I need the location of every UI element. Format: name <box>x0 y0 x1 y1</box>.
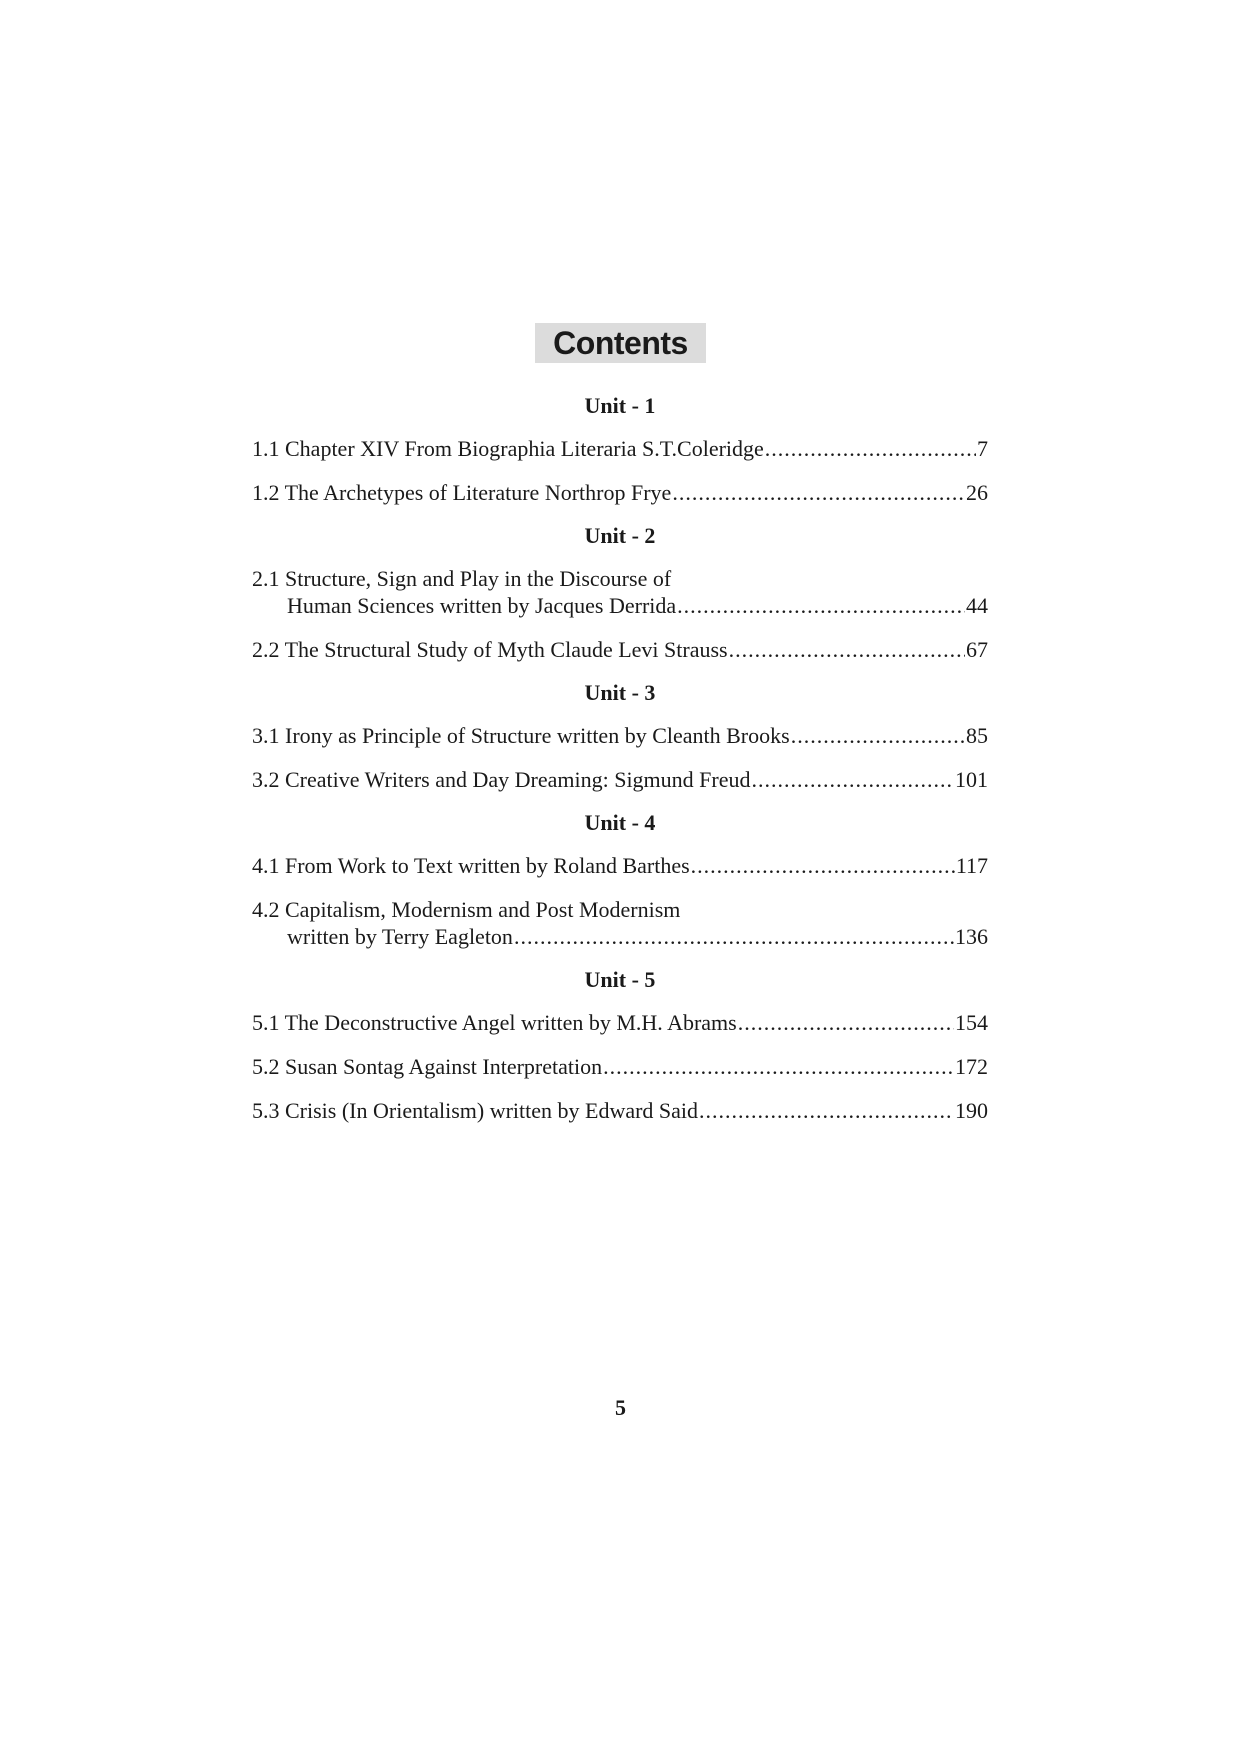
toc-entry-page: 117 <box>955 853 988 878</box>
toc-entry-page: 136 <box>955 924 988 949</box>
toc-entry-page: 44 <box>966 593 988 618</box>
toc-entry <box>252 471 988 515</box>
toc-entry <box>252 714 988 758</box>
toc-entry-page: 172 <box>955 1054 988 1079</box>
toc-entry-title: Human Sciences written by Jacques Derrida <box>287 593 677 618</box>
toc-entry-row <box>252 852 988 879</box>
toc-entry-page: 190 <box>955 1098 988 1123</box>
toc-entry-page: 26 <box>966 480 988 505</box>
toc-entry <box>252 427 988 471</box>
toc-entry <box>252 628 988 672</box>
unit-heading: Unit - 4 <box>584 810 656 835</box>
toc-entry-title: 4.1 From Work to Text written by Roland Barthes <box>252 853 690 878</box>
toc-entry <box>252 1089 988 1133</box>
dot-leader <box>738 1009 954 1036</box>
toc-entry-row <box>252 1009 988 1036</box>
toc-entry-title: 5.3 Crisis (In Orientalism) written by Edward Said <box>252 1098 699 1123</box>
dot-leader <box>729 636 965 663</box>
toc-entry <box>252 888 988 959</box>
toc-entry-row <box>252 766 988 793</box>
toc-entry-title: 5.2 Susan Sontag Against Interpretation <box>252 1054 603 1079</box>
title-container <box>0 323 1241 363</box>
dot-leader <box>791 722 965 749</box>
toc-entry-page: 67 <box>966 637 988 662</box>
toc-entry-row <box>252 923 988 950</box>
table-of-contents <box>252 388 988 1133</box>
page-number: 5 <box>615 1395 626 1420</box>
page-title: Contents <box>535 323 706 363</box>
toc-entry-row <box>252 435 988 462</box>
toc-entry <box>252 557 988 628</box>
toc-entry-title: 1.1 Chapter XIV From Biographia Literaria S.T.Coleridge <box>252 436 764 461</box>
toc-entry-page: 101 <box>955 767 988 792</box>
toc-entry-row <box>252 1053 988 1080</box>
dot-leader <box>691 852 955 879</box>
toc-entry-row <box>252 479 988 506</box>
toc-entry-page: 154 <box>955 1010 988 1035</box>
toc-entry-row <box>252 592 988 619</box>
dot-leader <box>699 1097 954 1124</box>
toc-entry <box>252 844 988 888</box>
toc-entry-title-line: 4.2 Capitalism, Modernism and Post Modernism <box>252 897 681 922</box>
unit-heading: Unit - 2 <box>584 523 656 548</box>
toc-entry-title: 5.1 The Deconstructive Angel written by M.H. Abrams <box>252 1010 737 1035</box>
unit-heading: Unit - 1 <box>584 393 656 418</box>
dot-leader <box>752 766 955 793</box>
toc-entry-title: 1.2 The Archetypes of Literature Northrop Frye <box>252 480 672 505</box>
dot-leader <box>677 592 965 619</box>
dot-leader <box>603 1053 954 1080</box>
toc-entry-title: 2.2 The Structural Study of Myth Claude Levi Strauss <box>252 637 728 662</box>
toc-entry-page: 85 <box>966 723 988 748</box>
unit-heading: Unit - 3 <box>584 680 656 705</box>
toc-entry <box>252 1045 988 1089</box>
toc-entry-title: written by Terry Eagleton <box>287 924 513 949</box>
toc-entry-title-line: 2.1 Structure, Sign and Play in the Discourse of <box>252 566 672 591</box>
toc-entry-title: 3.2 Creative Writers and Day Dreaming: Sigmund Freud <box>252 767 751 792</box>
toc-entry-title: 3.1 Irony as Principle of Structure written by Cleanth Brooks <box>252 723 790 748</box>
unit-heading: Unit - 5 <box>584 967 656 992</box>
toc-entry-row <box>252 636 988 663</box>
dot-leader <box>672 479 965 506</box>
toc-entry <box>252 758 988 802</box>
toc-entry <box>252 1001 988 1045</box>
toc-entry-row <box>252 1097 988 1124</box>
toc-entry-page: 7 <box>977 436 988 461</box>
toc-entry-row <box>252 722 988 749</box>
dot-leader <box>765 435 976 462</box>
dot-leader <box>514 923 954 950</box>
